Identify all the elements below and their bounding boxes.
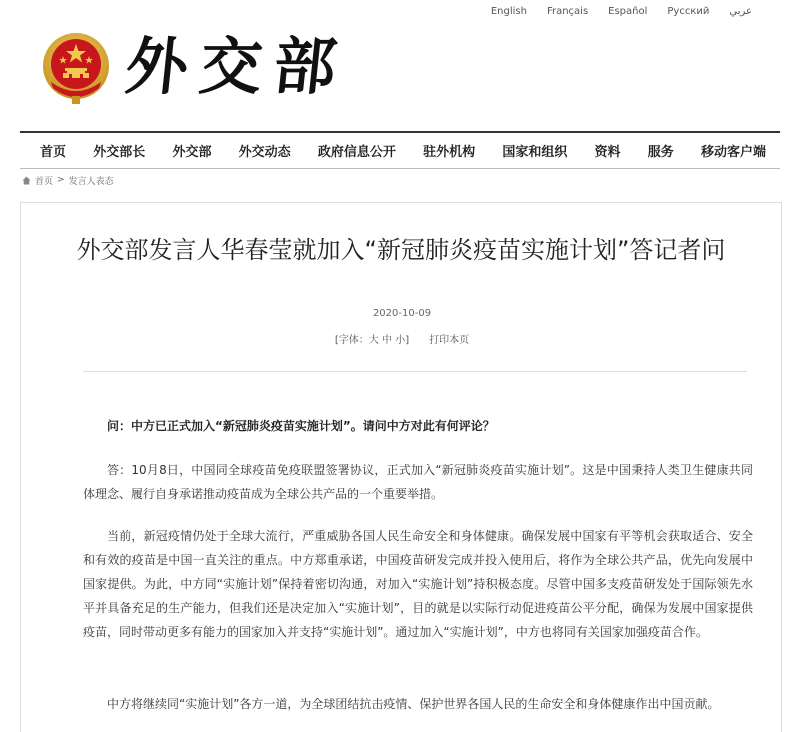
article-paragraph-2: 当前，新冠疫情仍处于全球大流行，严重威胁各国人民生命安全和身体健康。确保发展中国家有平等机会获取适合、安全和有效的疫苗是中国一直关注的重点。中方郑重承诺，中国疫苗研发完成并投入使用后，将作为全球公共产品，优先向发展中国家提供。为此，中方同“实施计划”保持着密切沟通，对加入“实施计划”持积极态度。尽管中国多支疫苗研发处于国际领先水平并具备充足的生产能力，但我们还是决定加入“实施计划”，目的就是以实际行动促进疫苗公平分配，确保为发展中国家提供疫苗，同时带动更多有能力的国家加入并支持“实施计划”。通过加入“实施计划”，中方也将同有关国家加强疫苗合作。 xyxy=(83,529,753,639)
nav-ministry[interactable]: 外交部 xyxy=(172,145,212,160)
national-emblem-icon[interactable] xyxy=(41,30,111,106)
font-medium-button[interactable]: 中 xyxy=(382,335,392,346)
divider xyxy=(83,371,747,372)
article-paragraph-1: 答：10月8日，中国同全球疫苗免疫联盟签署协议，正式加入“新冠肺炎疫苗实施计划”。这是中国秉持人类卫生健康共同体理念、履行自身承诺推动疫苗成为全球公共产品的一个重要举措。 xyxy=(83,463,753,501)
breadcrumb xyxy=(22,173,114,187)
nav-home[interactable]: 首页 xyxy=(40,145,67,160)
font-large-button[interactable]: 大 xyxy=(368,335,379,346)
breadcrumb-section[interactable]: 发言人表态 xyxy=(68,176,114,187)
font-size-label: [字体： xyxy=(334,335,369,346)
article-date: 2020-10-09 xyxy=(372,308,432,319)
lang-arabic[interactable]: عربي xyxy=(729,5,752,17)
nav-resources[interactable]: 资料 xyxy=(594,145,621,160)
article-question: 问：中方已正式加入“新冠肺炎疫苗实施计划”。请问中方对此有何评论？ xyxy=(107,419,495,433)
breadcrumb-separator: > xyxy=(57,175,65,185)
article-card xyxy=(20,202,782,732)
home-icon xyxy=(22,176,31,185)
nav-minister[interactable]: 外交部长 xyxy=(93,145,146,160)
lang-english[interactable]: English xyxy=(490,5,527,17)
nav-countries[interactable]: 国家和组织 xyxy=(502,145,568,160)
article-title: 外交部发言人华春莹就加入“新冠肺炎疫苗实施计划”答记者问 xyxy=(76,236,726,264)
font-size-close: ] xyxy=(405,335,410,346)
nav-news[interactable]: 外交动态 xyxy=(238,145,291,160)
ministry-logo-text[interactable]: 外交部 xyxy=(122,30,352,103)
nav-mobile[interactable]: 移动客户端 xyxy=(700,145,766,160)
print-button[interactable]: 打印本页 xyxy=(429,335,470,346)
nav-missions[interactable]: 驻外机构 xyxy=(423,145,476,160)
article-tools xyxy=(21,331,783,346)
lang-russian[interactable]: Русский xyxy=(667,5,710,17)
main-nav xyxy=(20,131,780,169)
article-paragraph-3: 中方将继续同“实施计划”各方一道，为全球团结抗击疫情、保护世界各国人民的生命安全和身体健康作出中国贡献。 xyxy=(107,697,720,711)
breadcrumb-home[interactable]: 首页 xyxy=(35,176,54,187)
nav-gov-info[interactable]: 政府信息公开 xyxy=(317,145,396,160)
lang-spanish[interactable]: Español xyxy=(608,5,648,17)
lang-french[interactable]: Français xyxy=(546,5,589,17)
nav-services[interactable]: 服务 xyxy=(647,145,674,160)
language-bar xyxy=(491,0,752,22)
font-small-button[interactable]: 小 xyxy=(395,335,406,346)
